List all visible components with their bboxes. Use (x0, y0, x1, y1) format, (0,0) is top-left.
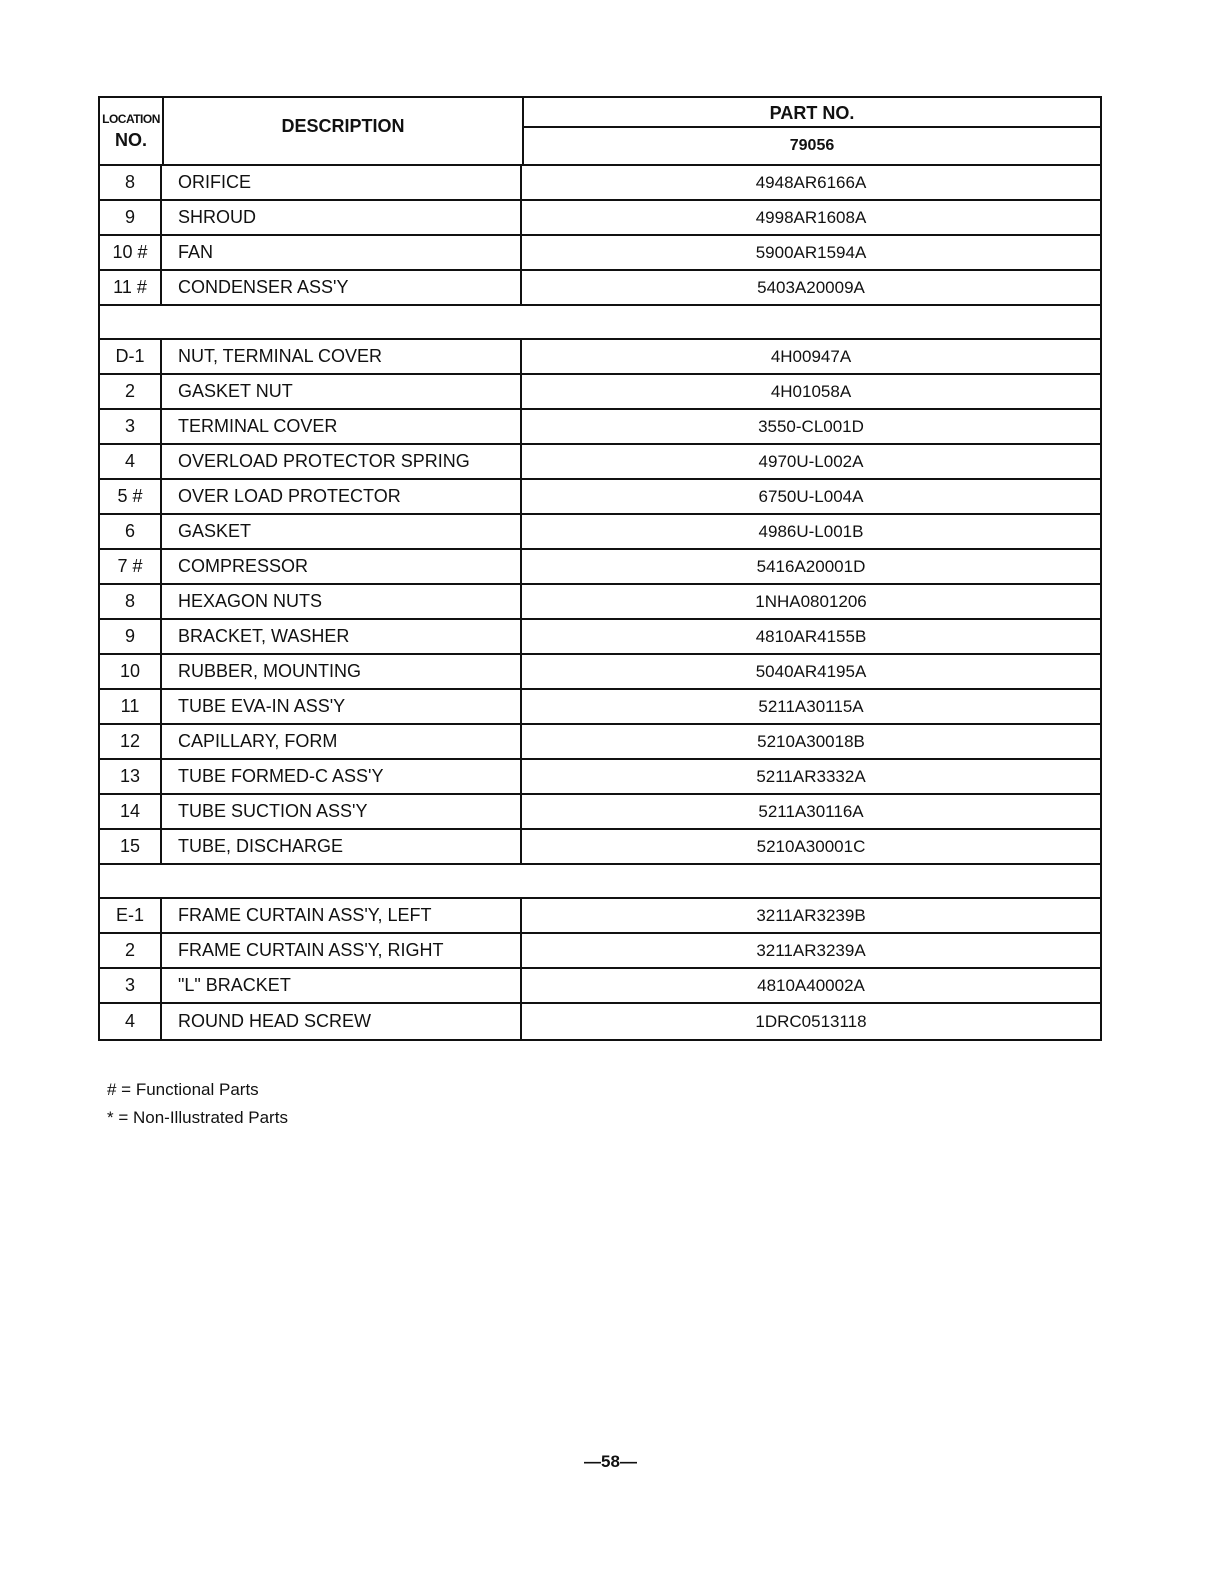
model-number: 79056 (789, 137, 835, 154)
part-no-cell: 3550-CL001D (758, 416, 864, 436)
part-no-cell: 1DRC0513118 (755, 1011, 867, 1031)
part-no-cell: 4970U-L002A (758, 451, 864, 471)
description-cell: TUBE EVA-IN ASS'Y (162, 690, 522, 723)
description-cell: HEXAGON NUTS (162, 585, 522, 618)
location-no-cell: 8 (100, 166, 162, 199)
description-cell: "L" BRACKET (162, 969, 522, 1002)
part-no-label: PART NO. (524, 98, 1100, 128)
location-no-cell: 2 (100, 375, 162, 408)
legend-notes (107, 1076, 288, 1132)
part-no-cell: 5211A30115A (758, 696, 864, 716)
location-no-cell: 9 (100, 620, 162, 653)
part-no-header (524, 98, 1100, 164)
description-cell: TERMINAL COVER (162, 410, 522, 443)
description-cell: TUBE, DISCHARGE (162, 830, 522, 863)
non-illustrated-parts-note: * = Non-Illustrated Parts (107, 1108, 288, 1127)
table-row (100, 655, 1100, 690)
location-no-cell: 13 (100, 760, 162, 793)
location-no-cell: 11 (100, 690, 162, 723)
table-row (100, 585, 1100, 620)
location-no-cell: 3 (100, 969, 162, 1002)
table-row (100, 934, 1100, 969)
location-no-cell: 2 (100, 934, 162, 967)
part-no-cell: 4948AR6166A (755, 172, 867, 192)
description-cell: TUBE FORMED-C ASS'Y (162, 760, 522, 793)
location-no-cell: 4 (100, 1004, 162, 1039)
location-no-cell: 4 (100, 445, 162, 478)
table-row (100, 830, 1100, 865)
part-no-cell: 1NHA0801206 (755, 591, 867, 611)
description-cell: OVERLOAD PROTECTOR SPRING (162, 445, 522, 478)
description-cell: TUBE SUCTION ASS'Y (162, 795, 522, 828)
description-cell: SHROUD (162, 201, 522, 234)
description-cell: COMPRESSOR (162, 550, 522, 583)
part-no-cell: 4810AR4155B (755, 626, 867, 646)
part-no-cell: 5210A30018B (757, 731, 865, 751)
group-separator (100, 865, 1100, 899)
table-row (100, 201, 1100, 236)
location-header-line1: LOCATION (102, 111, 160, 126)
table-row (100, 620, 1100, 655)
table-row (100, 1004, 1100, 1039)
location-no-cell: 8 (100, 585, 162, 618)
part-no-cell: 3211AR3239B (756, 905, 866, 925)
location-no-cell: 12 (100, 725, 162, 758)
table-row (100, 515, 1100, 550)
location-no-cell: D-1 (100, 340, 162, 373)
table-row (100, 271, 1100, 306)
part-no-cell: 4H00947A (770, 346, 852, 366)
table-header (100, 98, 1100, 166)
table-row (100, 375, 1100, 410)
table-row (100, 969, 1100, 1004)
location-no-cell: 11 # (100, 271, 162, 304)
part-no-cell: 5416A20001D (756, 556, 866, 576)
description-cell: NUT, TERMINAL COVER (162, 340, 522, 373)
location-no-cell: 10 # (100, 236, 162, 269)
location-no-cell: 15 (100, 830, 162, 863)
table-row (100, 760, 1100, 795)
part-no-cell: 5900AR1594A (755, 242, 867, 262)
table-row (100, 410, 1100, 445)
table-row (100, 795, 1100, 830)
description-cell: ROUND HEAD SCREW (162, 1004, 522, 1039)
part-no-cell: 3211AR3239A (756, 940, 866, 960)
description-cell: ORIFICE (162, 166, 522, 199)
description-cell: FRAME CURTAIN ASS'Y, RIGHT (162, 934, 522, 967)
location-no-cell: 3 (100, 410, 162, 443)
description-header: DESCRIPTION (164, 98, 524, 164)
table-row (100, 166, 1100, 201)
description-cell: GASKET (162, 515, 522, 548)
description-cell: FAN (162, 236, 522, 269)
description-cell: OVER LOAD PROTECTOR (162, 480, 522, 513)
part-no-cell: 5403A20009A (757, 277, 865, 297)
location-no-cell: 7 # (100, 550, 162, 583)
group-separator (100, 306, 1100, 340)
description-cell: GASKET NUT (162, 375, 522, 408)
part-no-cell: 4986U-L001B (758, 521, 864, 541)
description-cell: BRACKET, WASHER (162, 620, 522, 653)
part-no-cell: 5211AR3332A (756, 766, 866, 786)
part-no-cell: 5040AR4195A (755, 661, 867, 681)
part-no-cell: 5210A30001C (756, 836, 866, 856)
table-row (100, 480, 1100, 515)
description-cell: CAPILLARY, FORM (162, 725, 522, 758)
part-no-cell: 6750U-L004A (758, 486, 864, 506)
table-row (100, 550, 1100, 585)
parts-table (98, 96, 1102, 1041)
part-no-cell: 5211A30116A (758, 801, 864, 821)
description-cell: CONDENSER ASS'Y (162, 271, 522, 304)
location-no-cell: 14 (100, 795, 162, 828)
table-row (100, 690, 1100, 725)
description-cell: RUBBER, MOUNTING (162, 655, 522, 688)
table-body (100, 166, 1100, 1039)
location-no-header (100, 98, 164, 164)
location-no-cell: 6 (100, 515, 162, 548)
table-row (100, 725, 1100, 760)
location-header-line2: NO. (114, 129, 147, 150)
table-row (100, 340, 1100, 375)
part-no-cell: 4998AR1608A (755, 207, 867, 227)
location-no-cell: 9 (100, 201, 162, 234)
location-no-cell: E-1 (100, 899, 162, 932)
table-row (100, 899, 1100, 934)
table-row (100, 236, 1100, 271)
functional-parts-note: # = Functional Parts (107, 1080, 259, 1099)
part-no-cell: 4810A40002A (757, 975, 865, 995)
location-no-cell: 5 # (100, 480, 162, 513)
part-no-cell: 4H01058A (770, 381, 852, 401)
location-no-cell: 10 (100, 655, 162, 688)
table-row (100, 445, 1100, 480)
description-cell: FRAME CURTAIN ASS'Y, LEFT (162, 899, 522, 932)
page-number: —58— (584, 1452, 637, 1471)
